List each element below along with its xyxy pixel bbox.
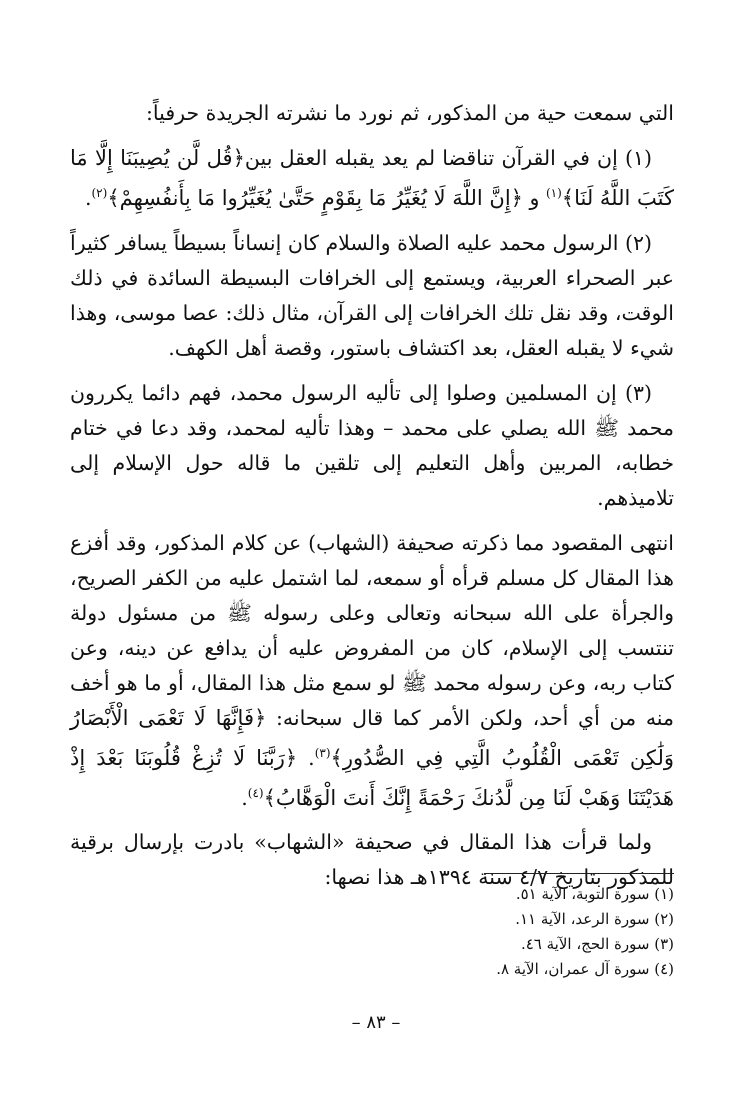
paragraph-intro: التي سمعت حية من المذكور، ثم نورد ما نشرته الجريدة حرفياً: [146,101,674,125]
footnote-ref-1: (١) [545,186,562,200]
main-text [70,96,674,905]
connector-text: و [529,185,540,210]
commentary-text: انتهى المقصود مما ذكرته صحيفة (الشهاب) عن كلام المذكور، وقد أفزع هذا المقال كل مسلم قرأه أو سمعه، لما اشتمل عليه من الكفر الصريح، والجرأة على الله سبحانه وتعالى وعلى رسوله ﷺ من مسئول دولة تنتسب إلى الإسلام، كان من المفروض عليه أن يدافع عن دينه، وعن كتاب ربه، وعن رسوله محمد ﷺ لو سمع مثل هذا المقال، أو ما هو أخف منه من أي أحد، ولكن الأمر كما قال سبحانه: [70,530,674,730]
quran-verse-2: ﴿إِنَّ اللَّهَ لَا يُغَيِّرُ مَا بِقَوْمٍ حَتَّىٰ يُغَيِّرُوا مَا بِأَنفُسِهِمْ﴾ [107,185,523,210]
footnote-3: (٣) سورة الحج، الآية ٤٦. [520,935,674,953]
paragraph-point-3: (٣) إن المسلمين وصلوا إلى تأليه الرسول محمد، فهم دائما يكررون محمد ﷺ الله يصلي على محمد – وهذا تأليه لمحمد، وقد دعا في ختام خطابه، المربين وأهل التعليم إلى تلقين ما قاله حول الإسلام إلى تلاميذهم. [70,380,674,510]
footnotes [200,882,674,982]
footnote-2: (٢) سورة الرعد، الآية ١١. [515,910,674,928]
page-number: – ٨٣ – [351,1012,401,1033]
footnote-ref-3: (٣) [314,745,331,760]
footnote-divider [484,873,674,874]
footnote-ref-4: (٤) [247,785,264,800]
footnote-1: (١) سورة التوبة، الآية ٥١. [515,885,674,903]
quran-verse-3: ﴿فَإِنَّهَا لَا تَعْمَى الْأَبْصَارُ وَلَٰكِن تَعْمَى الْقُلُوبُ الَّتِي فِي الصُّدُورِ﴾ [70,705,674,770]
paragraph-telegram: ولما قرأت هذا المقال في صحيفة «الشهاب» بادرت بإرسال برقية للمذكور بتاريخ ٤/٧ سنة ١٣٩٤هـ هذا نصها: [70,830,674,890]
quran-verse-1: ﴿قُل لَّن يُصِيبَنَا إِلَّا مَا كَتَبَ اللَّهُ لَنَا﴾ [70,146,674,210]
paragraph-commentary: انتهى المقصود مما ذكرته صحيفة (الشهاب) عن كلام المذكور، وقد أفزع هذا المقال كل مسلم قرأه أو سمعه، لما اشتمل عليه من الكفر الصريح، والجرأة على الله سبحانه وتعالى وعلى رسوله ﷺ من مسئول دولة تنتسب إلى الإسلام، كان من المفروض عليه أن يدافع عن دينه، وعن كتاب ربه، وعن رسوله محمد ﷺ لو سمع مثل هذا المقال، أو ما هو أخف منه من أي أحد، ولكن الأمر كما قال سبحانه: ﴿فَإِنَّهَا لَا تَعْمَى الْأَبْصَارُ وَلَٰكِن تَعْمَى الْقُلُوبُ الَّتِي فِي الصُّدُورِ﴾$^{(٣)}$. ﴿رَبَّنَا لَا تُزِغْ قُلُوبَنَا بَعْدَ إِذْ هَدَيْتَنَا وَهَبْ لَنَا مِن لَّدُنكَ رَحْمَةً إِنَّكَ أَنتَ الْوَهَّابُ﴾$^{(٤)}$. [70,530,674,810]
point-1-text: (١) إن في القرآن تناقضا لم يعد يقبله العقل بين [244,146,652,170]
footnote-4: (٤) سورة آل عمران، الآية ٨. [496,960,674,978]
quran-verse-4: ﴿رَبَّنَا لَا تُزِغْ قُلُوبَنَا بَعْدَ إِذْ هَدَيْتَنَا وَهَبْ لَنَا مِن لَّدُنكَ رَحْمَةً إِنَّكَ أَنتَ الْوَهَّابُ﴾ [70,745,674,810]
paragraph-point-1: (١) إن في القرآن تناقضا لم يعد يقبله العقل بين﴿قُل لَّن يُصِيبَنَا إِلَّا مَا كَتَبَ اللَّهُ لَنَا﴾$^{(١)}$ و ﴿إِنَّ اللَّهَ لَا يُغَيِّرُ مَا بِقَوْمٍ حَتَّىٰ يُغَيِّرُوا مَا بِأَنفُسِهِمْ﴾$^{(٢)}$. [70,146,674,210]
paragraph-point-2: (٢) الرسول محمد عليه الصلاة والسلام كان إنساناً بسيطاً يسافر كثيراً عبر الصحراء العربية، ويستمع إلى الخرافات البسيطة السائدة في ذلك الوقت، وقد نقل تلك الخرافات إلى القرآن، مثال ذلك: عصا موسى، وهذا شيء لا يقبله العقل، بعد اكتشاف باستور، وقصة أهل الكهف. [70,230,674,360]
footnote-ref-2: (٢) [91,186,108,200]
